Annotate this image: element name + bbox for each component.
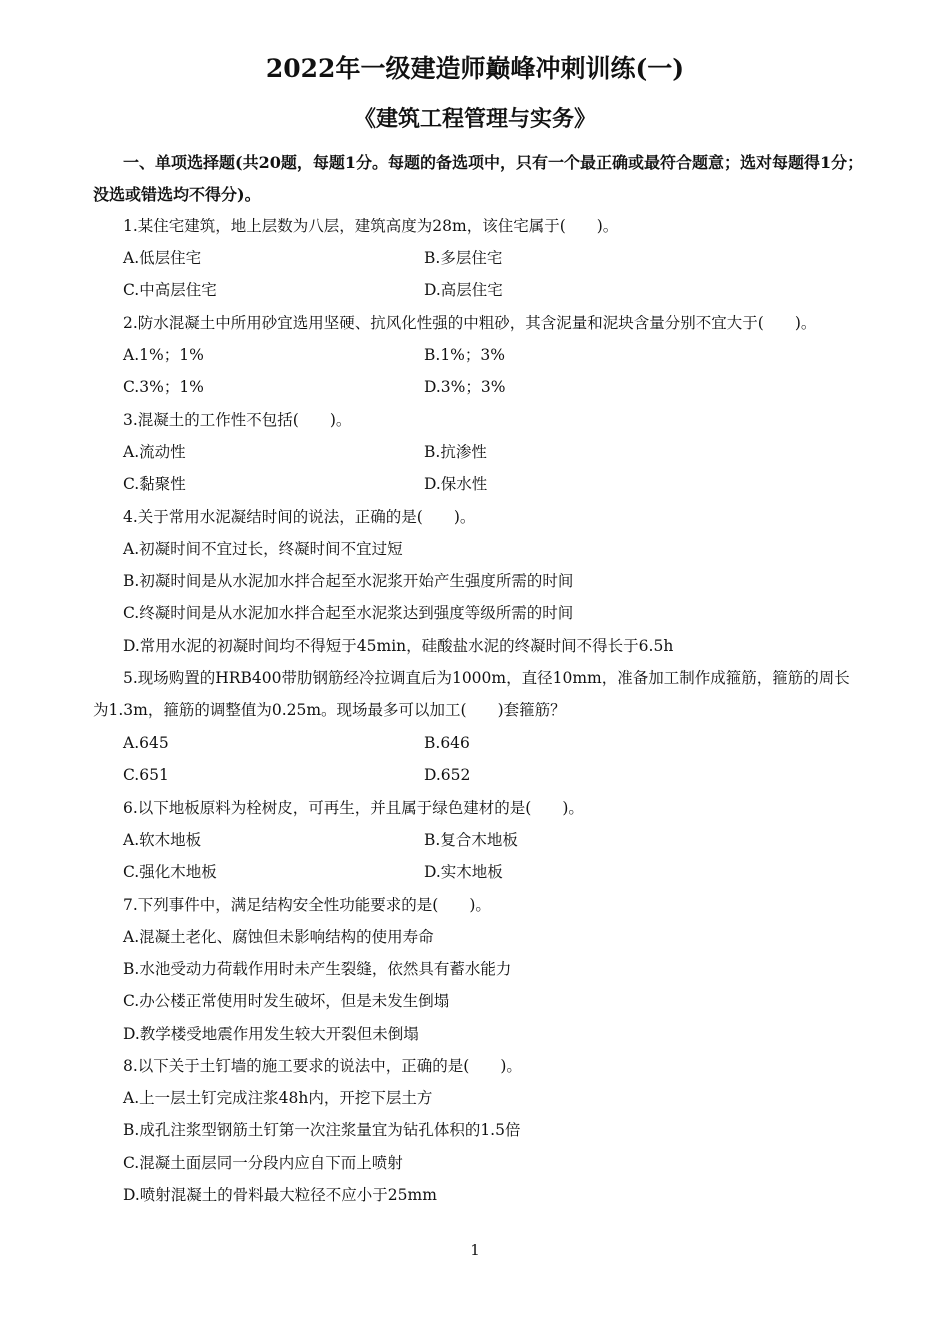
- question-1-option-d: D.高层住宅: [424, 281, 503, 299]
- question-4-stem: 4.关于常用水泥凝结时间的说法，正确的是( )。: [123, 508, 476, 526]
- question-2-option-d: D.3%；3%: [424, 378, 506, 396]
- question-3-option-b: B.抗渗性: [424, 443, 487, 461]
- question-8-option-c: C.混凝土面层同一分段内应自下而上喷射: [123, 1154, 403, 1172]
- question-3-option-c: C.黏聚性: [123, 475, 186, 493]
- question-5-option-b: B.646: [424, 734, 470, 752]
- question-6-option-a: A.软木地板: [123, 831, 202, 849]
- question-8-stem: 8.以下关于土钉墙的施工要求的说法中，正确的是( )。: [123, 1057, 522, 1075]
- question-7-option-c: C.办公楼正常使用时发生破坏，但是未发生倒塌: [123, 992, 450, 1010]
- question-4-option-b: B.初凝时间是从水泥加水拌合起至水泥浆开始产生强度所需的时间: [123, 572, 574, 590]
- question-8-option-d: D.喷射混凝土的骨料最大粒径不应小于25mm: [123, 1186, 437, 1204]
- question-8-option-a: A.上一层土钉完成注浆48h内，开挖下层土方: [123, 1089, 433, 1107]
- page-subtitle: 《建筑工程管理与实务》: [353, 106, 596, 132]
- question-8-option-b: B.成孔注浆型钢筋土钉第一次注浆量宜为钻孔体积的1.5倍: [123, 1121, 521, 1139]
- question-5-option-c: C.651: [123, 766, 169, 784]
- question-2-option-b: B.1%；3%: [424, 346, 505, 364]
- question-7-stem: 7.下列事件中，满足结构安全性功能要求的是( )。: [123, 896, 491, 914]
- question-4-option-a: A.初凝时间不宜过长，终凝时间不宜过短: [123, 540, 403, 558]
- question-7-option-a: A.混凝土老化、腐蚀但未影响结构的使用寿命: [123, 928, 434, 946]
- question-2-stem: 2.防水混凝土中所用砂宜选用坚硬、抗风化性强的中粗砂，其含泥量和泥块含量分别不宜大于( )。: [123, 314, 817, 332]
- question-1-option-a: A.低层住宅: [123, 249, 202, 267]
- question-1-option-c: C.中高层住宅: [123, 281, 217, 299]
- question-5-option-d: D.652: [424, 766, 471, 784]
- question-3-stem: 3.混凝土的工作性不包括( )。: [123, 411, 352, 429]
- question-6-option-c: C.强化木地板: [123, 863, 217, 881]
- question-4-option-d: D.常用水泥的初凝时间均不得短于45min，硅酸盐水泥的终凝时间不得长于6.5h: [123, 637, 674, 655]
- question-3-option-d: D.保水性: [424, 475, 488, 493]
- question-6-option-d: D.实木地板: [424, 863, 503, 881]
- question-2-option-c: C.3%；1%: [123, 378, 204, 396]
- question-2-option-a: A.1%；1%: [123, 346, 204, 364]
- section-heading: 一、单项选择题(共20题，每题1分。每题的备选项中，只有一个最正确或最符合题意；选对每题得1分；没选或错选均不得分)。: [93, 153, 864, 204]
- question-1-option-b: B.多层住宅: [424, 249, 503, 267]
- question-5-option-a: A.645: [123, 734, 169, 752]
- question-6-stem: 6.以下地板原料为栓树皮，可再生，并且属于绿色建材的是( )。: [123, 799, 584, 817]
- page-number: 1: [470, 1241, 480, 1259]
- question-3-option-a: A.流动性: [123, 443, 186, 461]
- question-1-stem: 1.某住宅建筑，地上层数为八层，建筑高度为28m，该住宅属于( )。: [123, 217, 619, 235]
- question-7-option-d: D.教学楼受地震作用发生较大开裂但未倒塌: [123, 1025, 419, 1043]
- question-7-option-b: B.水池受动力荷载作用时未产生裂缝，依然具有蓄水能力: [123, 960, 512, 978]
- question-6-option-b: B.复合木地板: [424, 831, 518, 849]
- question-5-stem: 5.现场购置的HRB400带肋钢筋经冷拉调直后为1000m，直径10mm，准备加工制作成箍筋，箍筋的周长为1.3m，箍筋的调整值为0.25m。现场最多可以加工( )套箍筋？: [93, 669, 850, 719]
- question-4-option-c: C.终凝时间是从水泥加水拌合起至水泥浆达到强度等级所需的时间: [123, 604, 574, 622]
- page-title: 2022年一级建造师巅峰冲刺训练(一): [265, 54, 685, 83]
